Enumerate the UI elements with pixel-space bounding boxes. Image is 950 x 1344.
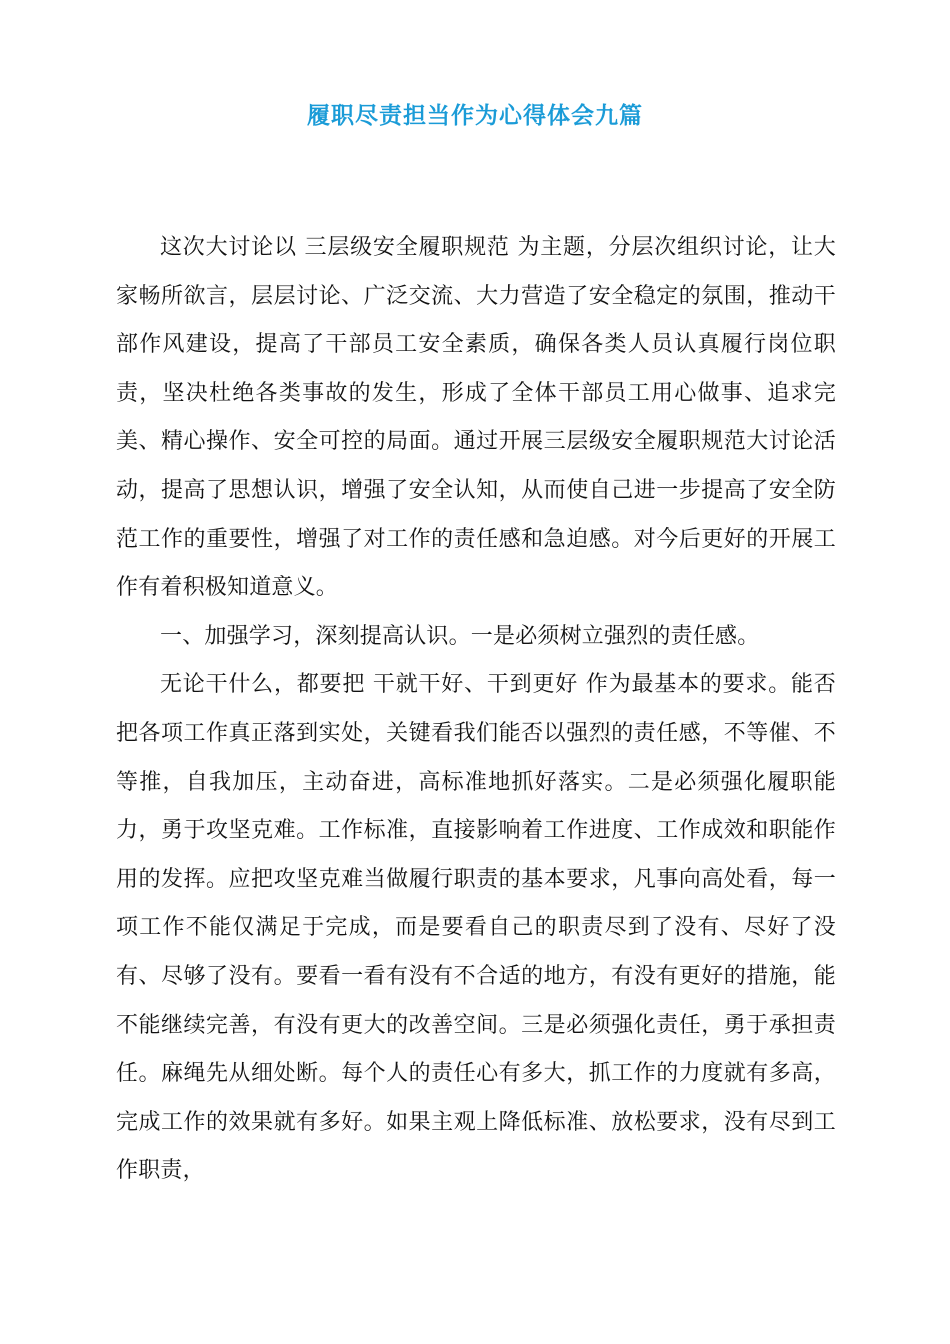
document-title: 履职尽责担当作为心得体会九篇 [307,102,643,129]
paragraph-3: 无论干什么，都要把 干就干好、干到更好 作为最基本的要求。能否把各项工作真正落到实处，关键看我们能否以强烈的责任感，不等催、不等推，自我加压，主动奋进，高标准地抓好落实。二是必须强化履职能力，勇于攻坚克难。工作标准，直接影响着工作进度、工作成效和职能作用的发挥。应把攻坚克难当做履行职责的基本要求，凡事向高处看，每一项工作不能仅满足于完成，而是要看自己的职责尽到了没有、尽好了没有、尽够了没有。要看一看有没有不合适的地方，有没有更好的措施，能不能继续完善，有没有更大的改善空间。三是必须强化责任，勇于承担责任。麻绳先从细处断。每个人的责任心有多大，抓工作的力度就有多高，完成工作的效果就有多好。如果主观上降低标准、放松要求，没有尽到工作职责， [116,672,836,1184]
paragraph-1: 这次大讨论以 三层级安全履职规范 为主题，分层次组织讨论，让大家畅所欲言，层层讨论、广泛交流、大力营造了安全稳定的氛围，推动干部作风建设，提高了干部员工安全素质，确保各类人员认真履行岗位职责，坚决杜绝各类事故的发生，形成了全体干部员工用心做事、追求完美、精心操作、安全可控的局面。通过开展三层级安全履职规范大讨论活动，提高了思想认识，增强了安全认知，从而使自己进一步提高了安全防范工作的重要性，增强了对工作的责任感和急迫感。对今后更好的开展工作有着积极知道意义。 [116,235,836,601]
paragraph-2: 一、加强学习，深刻提高认识。一是必须树立强烈的责任感。 [160,623,760,649]
document-body [116,224,836,1196]
